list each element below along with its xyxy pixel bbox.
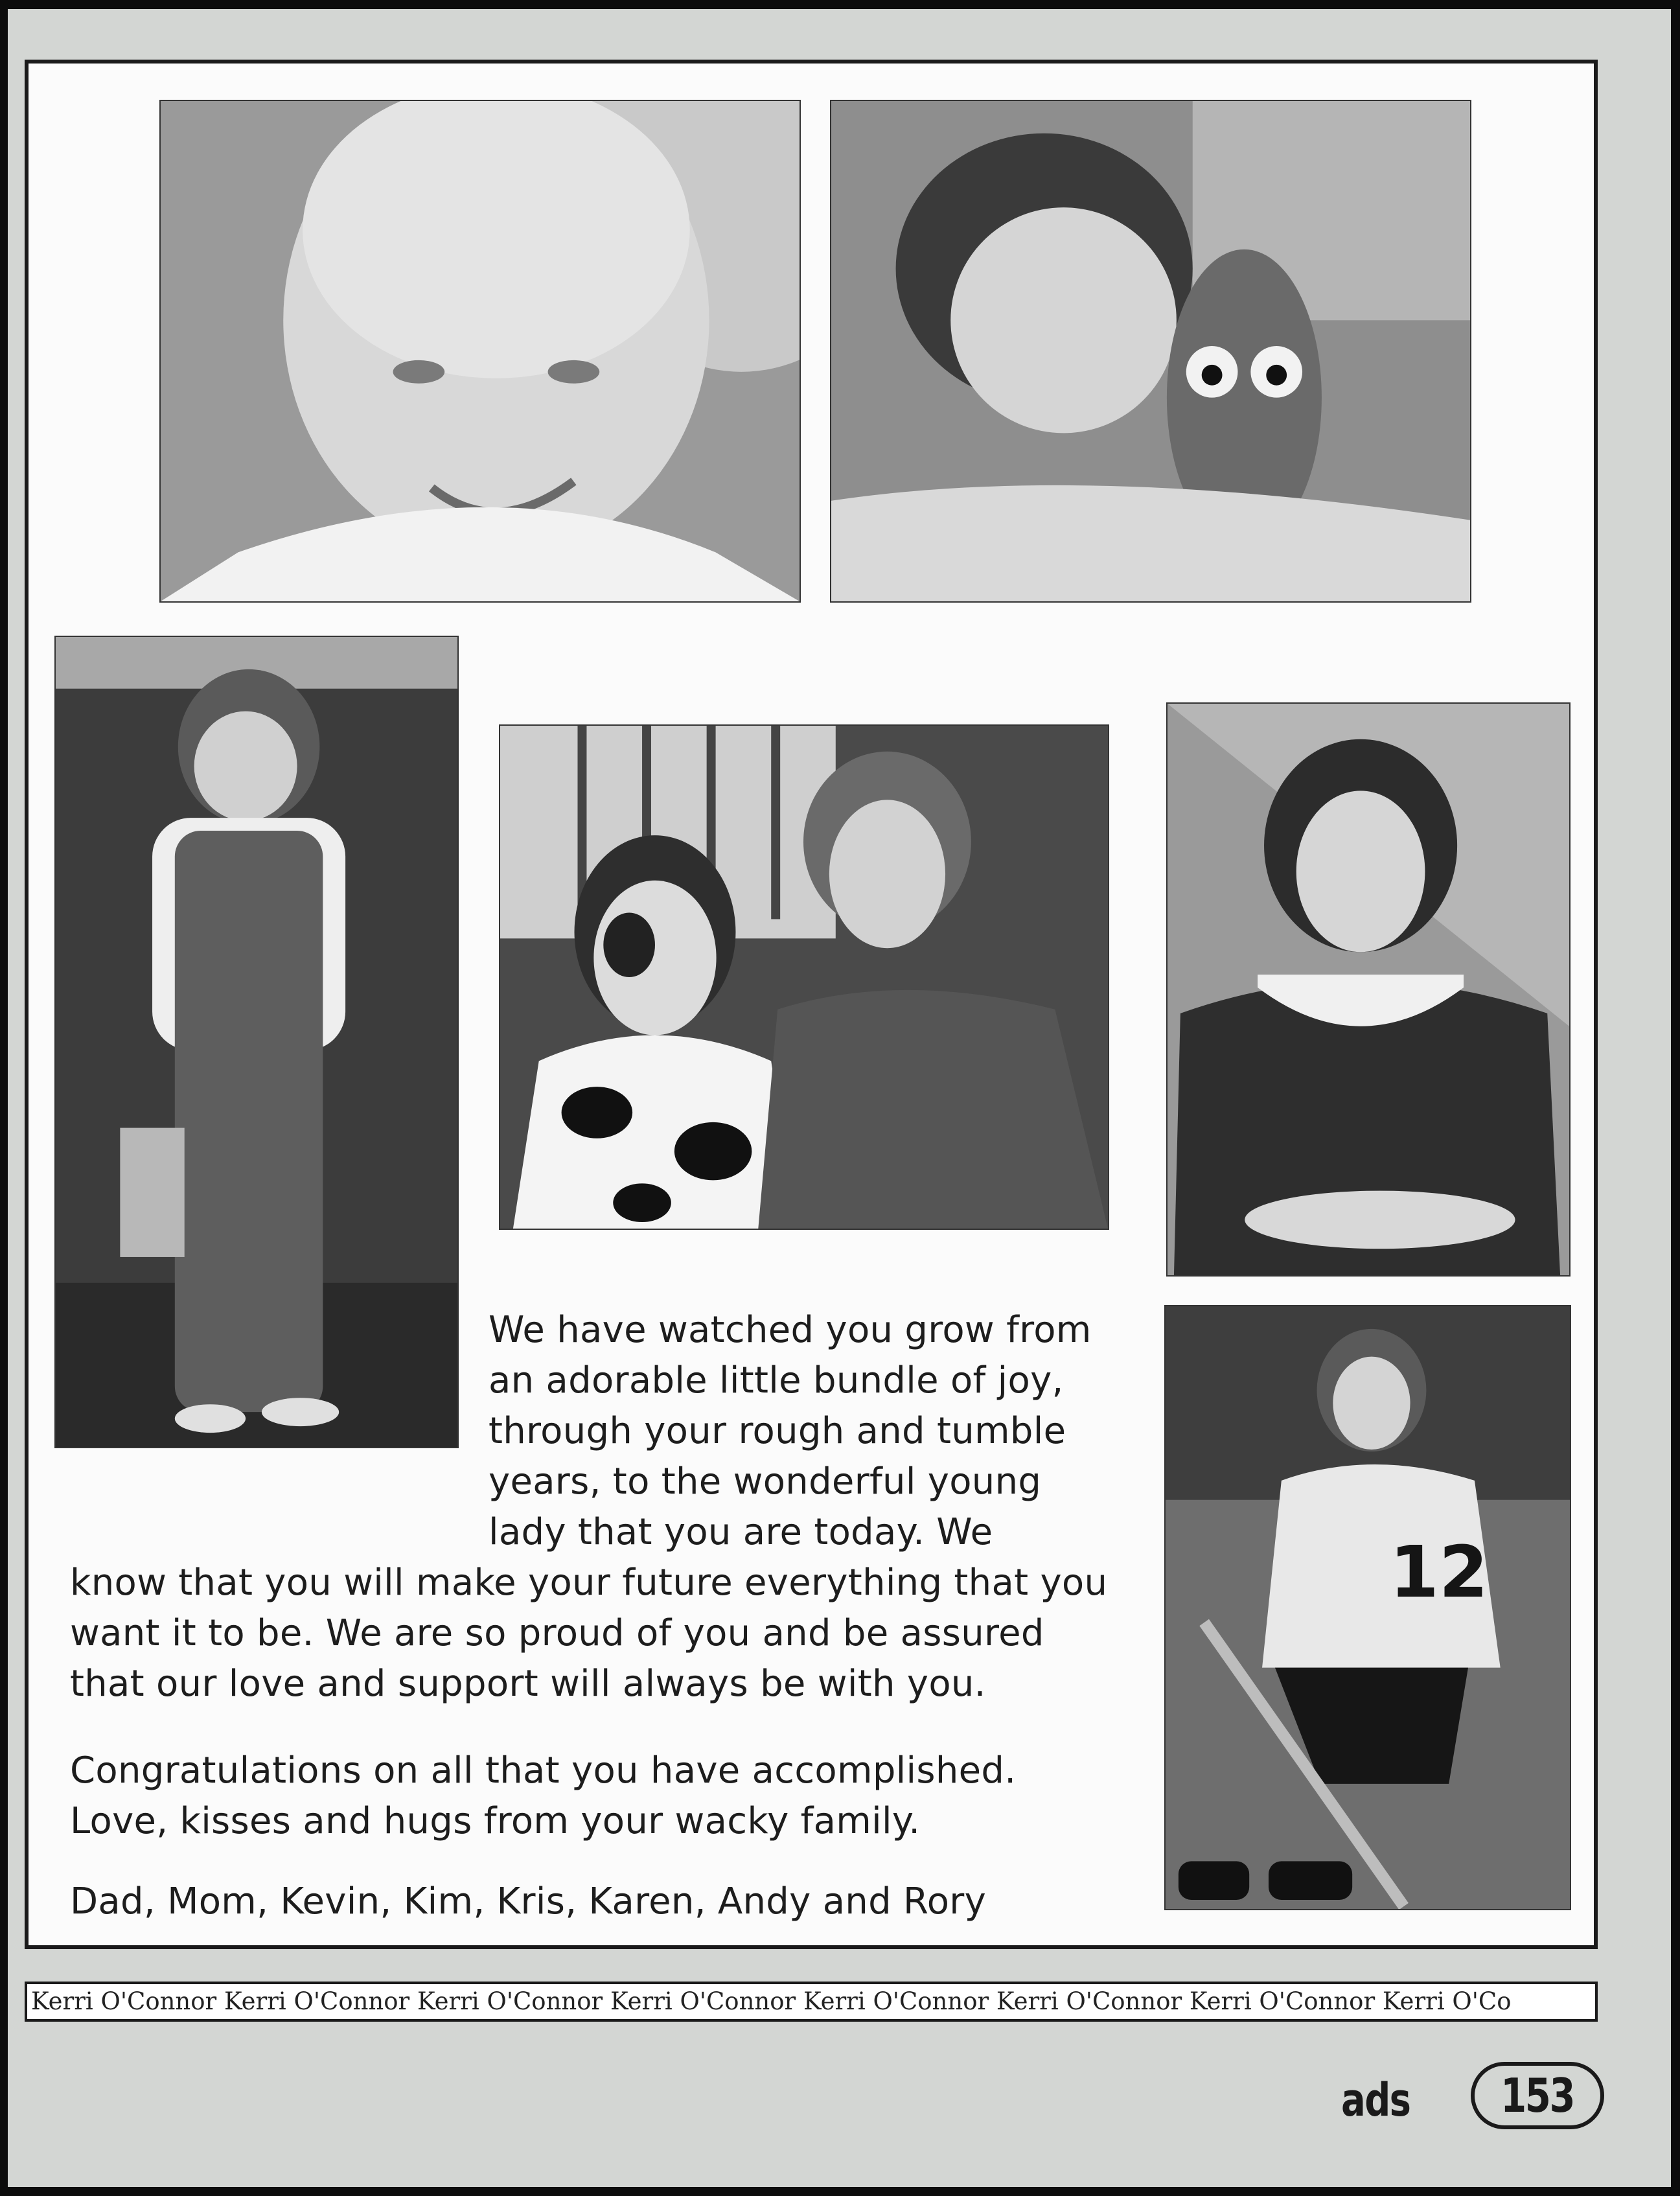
message-line: We have watched you grow from [489,1309,1092,1351]
page-number-badge [1471,2062,1604,2129]
message-line: an adorable little bundle of joy, [489,1359,1064,1402]
yearbook-page [8,9,1671,2187]
jersey-number-text: 12 [1389,1530,1488,1614]
baby-photo [159,100,801,603]
message-line: Love, kisses and hugs from your wacky family. [70,1800,921,1842]
congrats-message [70,1746,1016,1847]
toddler-overalls-photo [54,636,459,1448]
message-line: that our love and support will always be with you. [70,1663,986,1705]
page-number: 153 [1501,2068,1574,2123]
message-line: know that you will make your future everything that you [70,1562,1108,1604]
message-line: through your rough and tumble [489,1410,1066,1452]
two-girls-photo [499,724,1109,1230]
family-signature: Dad, Mom, Kevin, Kim, Kris, Karen, Andy and Rory [70,1880,987,1923]
ad-frame [25,60,1598,1949]
message-wrap [489,1305,1092,1558]
section-label: ads [1341,2074,1410,2127]
name-strip-text: Kerri O'Connor Kerri O'Connor Kerri O'Connor Kerri O'Connor Kerri O'Connor Kerri O'Connor Kerri O'Connor Kerri O'Co [31,1987,1512,2015]
softball-photo [1164,1305,1571,1910]
message-line: lady that you are today. We [489,1511,993,1553]
message-full [70,1558,1107,1709]
message-line: Congratulations on all that you have accomplished. [70,1750,1017,1792]
toddler-puppet-photo [830,100,1471,603]
name-strip [25,1982,1598,2022]
school-portrait-photo [1166,702,1571,1277]
message-line: years, to the wonderful young [489,1461,1042,1503]
message-line: want it to be. We are so proud of you and be assured [70,1612,1044,1654]
